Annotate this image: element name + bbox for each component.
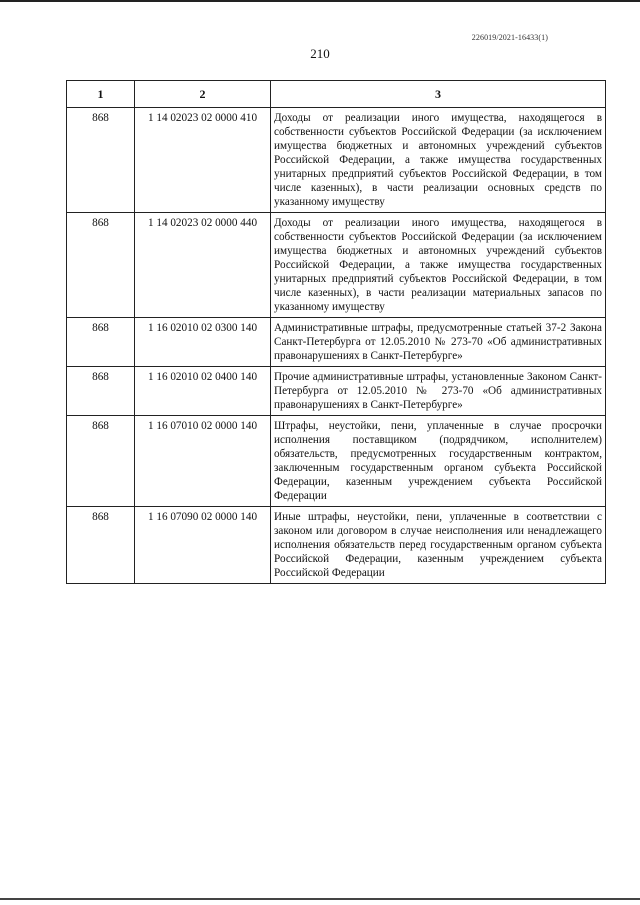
description-cell: Штрафы, неустойки, пени, уплаченные в случае просрочки исполнения поставщиком (подрядчиком, исполнителем) обязательств, предусмотренных государственным контрактом, заключенным государственным органом субъекта Российской Федерации, казенным учреждением субъекта Российской Федерации — [271, 416, 606, 507]
budget-code-cell: 1 16 07090 02 0000 140 — [135, 507, 271, 584]
column-header-1: 1 — [67, 81, 135, 108]
budget-code-cell: 1 16 02010 02 0400 140 — [135, 367, 271, 416]
budget-code-cell: 1 14 02023 02 0000 410 — [135, 108, 271, 213]
admin-code-cell: 868 — [67, 318, 135, 367]
table-row — [67, 108, 606, 213]
page-number: 210 — [310, 46, 330, 61]
bottom-edge-rule — [0, 898, 640, 900]
table-row — [67, 213, 606, 318]
admin-code-cell: 868 — [67, 367, 135, 416]
description-cell: Доходы от реализации иного имущества, находящегося в собственности субъектов Российской Федерации (за исключением имущества бюджетных и автономных учреждений субъектов Российской Федерации, а также имущества государственных унитарных предприятий субъектов Российской Федерации, в том числе казенных), в части реализации основных средств по указанному имуществу — [271, 108, 606, 213]
table-row — [67, 367, 606, 416]
description-cell: Иные штрафы, неустойки, пени, уплаченные в соответствии с законом или договором в случае неисполнения или ненадлежащего исполнения обязательств перед государственным органом субъекта Российской Федерации, казенным учреждением субъекта Российской Федерации — [271, 507, 606, 584]
column-header-2: 2 — [135, 81, 271, 108]
budget-code-cell: 1 16 02010 02 0300 140 — [135, 318, 271, 367]
admin-code-cell: 868 — [67, 416, 135, 507]
revenue-codes-table — [66, 80, 606, 584]
table-header-row — [67, 81, 606, 108]
description-cell: Прочие административные штрафы, установленные Законом Санкт-Петербурга от 12.05.2010 № 273-70 «Об административных правонарушениях в Санкт-Петербурге» — [271, 367, 606, 416]
table-row — [67, 416, 606, 507]
table-row — [67, 507, 606, 584]
description-cell: Административные штрафы, предусмотренные статьей 37-2 Закона Санкт-Петербурга от 12.05.2010 № 273-70 «Об административных правонарушениях в Санкт-Петербурге» — [271, 318, 606, 367]
column-header-3: 3 — [271, 81, 606, 108]
budget-code-cell: 1 16 07010 02 0000 140 — [135, 416, 271, 507]
description-cell: Доходы от реализации иного имущества, находящегося в собственности субъектов Российской Федерации (за исключением имущества бюджетных и автономных учреждений субъектов Российской Федерации, а также имущества государственных унитарных предприятий субъектов Российской Федерации, в том числе казенных), в части реализации материальных запасов по указанному имуществу — [271, 213, 606, 318]
budget-code-cell: 1 14 02023 02 0000 440 — [135, 213, 271, 318]
table-row — [67, 318, 606, 367]
document-id: 226019/2021-16433(1) — [471, 33, 548, 42]
top-edge-rule — [0, 0, 640, 2]
admin-code-cell: 868 — [67, 507, 135, 584]
admin-code-cell: 868 — [67, 108, 135, 213]
admin-code-cell: 868 — [67, 213, 135, 318]
